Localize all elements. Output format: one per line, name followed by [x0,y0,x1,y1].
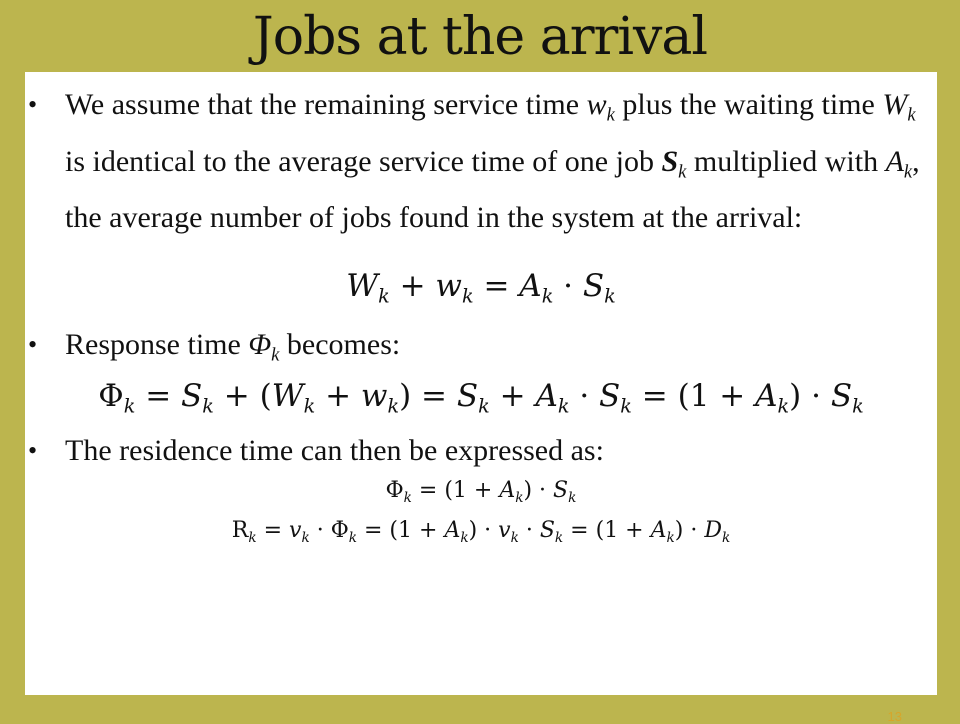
subscript-k: k [678,161,687,182]
text-segment: Response time [65,328,249,361]
subscript-k: k [903,161,913,182]
slide-content [25,72,937,695]
text-segment: We assume that the remaining service time [65,88,587,121]
text-segment: becomes: [279,328,401,361]
slide-title: Jobs at the arrival [252,7,708,67]
bullet-dot: • [28,330,38,359]
var-W: W [882,88,908,121]
equation-phi: $\Phi_k = (1 + A_k) \cdot S_k$ [385,478,577,506]
bullet-residence-time [28,428,925,474]
subscript-k: k [907,104,916,126]
subscript-k: k [606,104,615,126]
bullet-dot: • [28,90,38,119]
subscript-k: k [271,344,280,366]
text-segment: is identical to the average service time of one job [65,144,662,178]
text-segment: The residence time can then be expressed as: [65,434,604,467]
var-S: S [661,144,679,178]
text-segment: , the average number of jobs found in the system at the arrival: [65,144,920,234]
text-segment: multiplied with [686,144,886,178]
equation-residence: $R_k = v_k \cdot \Phi_k = (1 + A_k) \cdot v_k \cdot S_k = (1 + A_k) \cdot D_k$ [231,518,731,546]
bullet-assumption [28,82,925,241]
bullet-response-time [28,322,925,379]
equation-response-time: $\Phi_k = S_k + (W_k + w_k) = S_k + A_k \cdot S_k = (1 + A_k) \cdot S_k$ [98,378,864,418]
var-w: w [586,88,607,121]
text-segment: plus the waiting time [614,88,883,121]
bullet-dot: • [28,436,38,465]
var-phi: Φ [248,328,272,361]
var-A: A [885,144,904,178]
equation-waiting-time: $W_k + w_k = A_k \cdot S_k$ [346,268,616,308]
slide-number: 13 [887,709,902,724]
